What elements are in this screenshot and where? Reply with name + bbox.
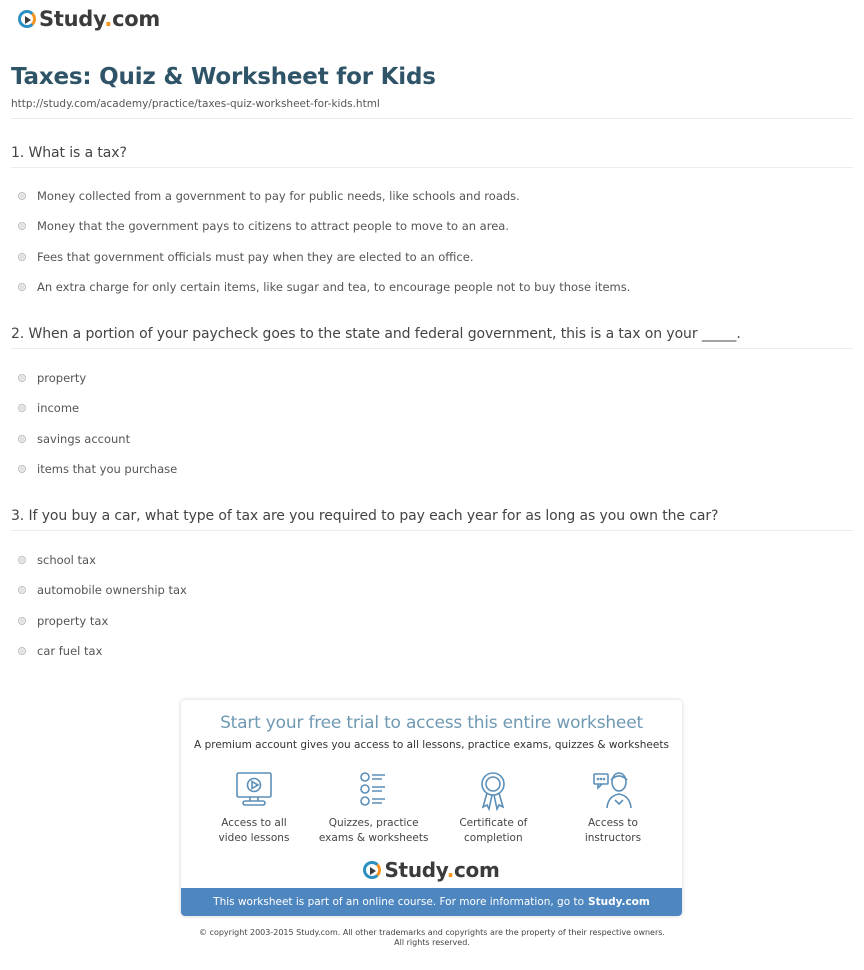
study-logo[interactable]	[18, 7, 160, 31]
course-info-text: This worksheet is part of an online course. For more information, go to	[213, 896, 585, 908]
answer-option[interactable]: property tax	[18, 606, 187, 636]
answer-option[interactable]: car fuel tax	[18, 636, 187, 666]
answer-option[interactable]: items that you purchase	[18, 454, 177, 484]
study-logo-promo[interactable]	[181, 858, 682, 882]
answer-option[interactable]: income	[18, 393, 177, 423]
feature-label: Access to instructors	[584, 817, 642, 844]
answer-option[interactable]: savings account	[18, 424, 177, 454]
study-link[interactable]: Study.com	[588, 896, 650, 908]
certificate-ribbon-icon	[471, 770, 515, 812]
feature-label: Certificate of completion	[459, 817, 528, 844]
quiz-list-icon	[352, 770, 396, 812]
radio-button[interactable]	[18, 374, 26, 382]
radio-button[interactable]	[18, 556, 26, 564]
instructor-chat-icon	[591, 770, 635, 812]
question-1-answers	[18, 181, 630, 302]
question-3: 3. If you buy a car, what type of tax are you required to pay each year for as long as you own the car?	[11, 508, 719, 524]
play-circle-logo-icon	[363, 861, 381, 879]
copyright-footer: © copyright 2003-2015 Study.com. All other trademarks and copyrights are the property of their respective owners. All rights reserved.	[199, 928, 665, 947]
radio-button[interactable]	[18, 283, 26, 291]
divider	[11, 118, 853, 119]
answer-option[interactable]: Fees that government officials must pay when they are elected to an office.	[18, 242, 630, 272]
answer-option[interactable]: An extra charge for only certain items, like sugar and tea, to encourage people not to buy those items.	[18, 272, 630, 302]
answer-option[interactable]: property	[18, 363, 177, 393]
question-3-answers	[18, 545, 187, 666]
play-circle-logo-icon	[18, 10, 36, 28]
feature-quizzes	[319, 770, 429, 846]
feature-label: Quizzes, practice exams & worksheets	[318, 817, 429, 844]
feature-instructors	[558, 770, 668, 846]
radio-button[interactable]	[18, 617, 26, 625]
page-title: Taxes: Quiz & Worksheet for Kids	[11, 64, 436, 90]
answer-option[interactable]: school tax	[18, 545, 187, 575]
radio-button[interactable]	[18, 192, 26, 200]
radio-button[interactable]	[18, 253, 26, 261]
answer-option[interactable]: Money collected from a government to pay for public needs, like schools and roads.	[18, 181, 630, 211]
radio-button[interactable]	[18, 435, 26, 443]
logo-wordmark: Study.com	[384, 858, 500, 882]
promo-subtitle: A premium account gives you access to all lessons, practice exams, quizzes & worksheets	[194, 739, 669, 751]
divider	[11, 167, 853, 168]
course-info-bar	[181, 888, 682, 916]
radio-button[interactable]	[18, 222, 26, 230]
logo-wordmark: Study.com	[39, 7, 160, 31]
question-1: 1. What is a tax?	[11, 145, 127, 161]
radio-button[interactable]	[18, 465, 26, 473]
feature-certificate	[438, 770, 548, 846]
divider	[11, 530, 853, 531]
divider	[11, 348, 853, 349]
feature-label: Access to all video lessons	[218, 817, 290, 844]
radio-button[interactable]	[18, 586, 26, 594]
question-2: 2. When a portion of your paycheck goes to the state and federal government, this is a tax on your _____.	[11, 326, 741, 342]
feature-video-lessons	[199, 770, 309, 846]
question-2-answers	[18, 363, 177, 484]
video-monitor-icon	[232, 770, 276, 812]
free-trial-promo	[181, 700, 682, 916]
radio-button[interactable]	[18, 647, 26, 655]
radio-button[interactable]	[18, 404, 26, 412]
answer-option[interactable]: Money that the government pays to citizens to attract people to move to an area.	[18, 211, 630, 241]
answer-option[interactable]: automobile ownership tax	[18, 575, 187, 605]
promo-title[interactable]: Start your free trial to access this entire worksheet	[220, 713, 643, 733]
feature-list	[181, 770, 682, 846]
page-url: http://study.com/academy/practice/taxes-quiz-worksheet-for-kids.html	[11, 98, 380, 110]
